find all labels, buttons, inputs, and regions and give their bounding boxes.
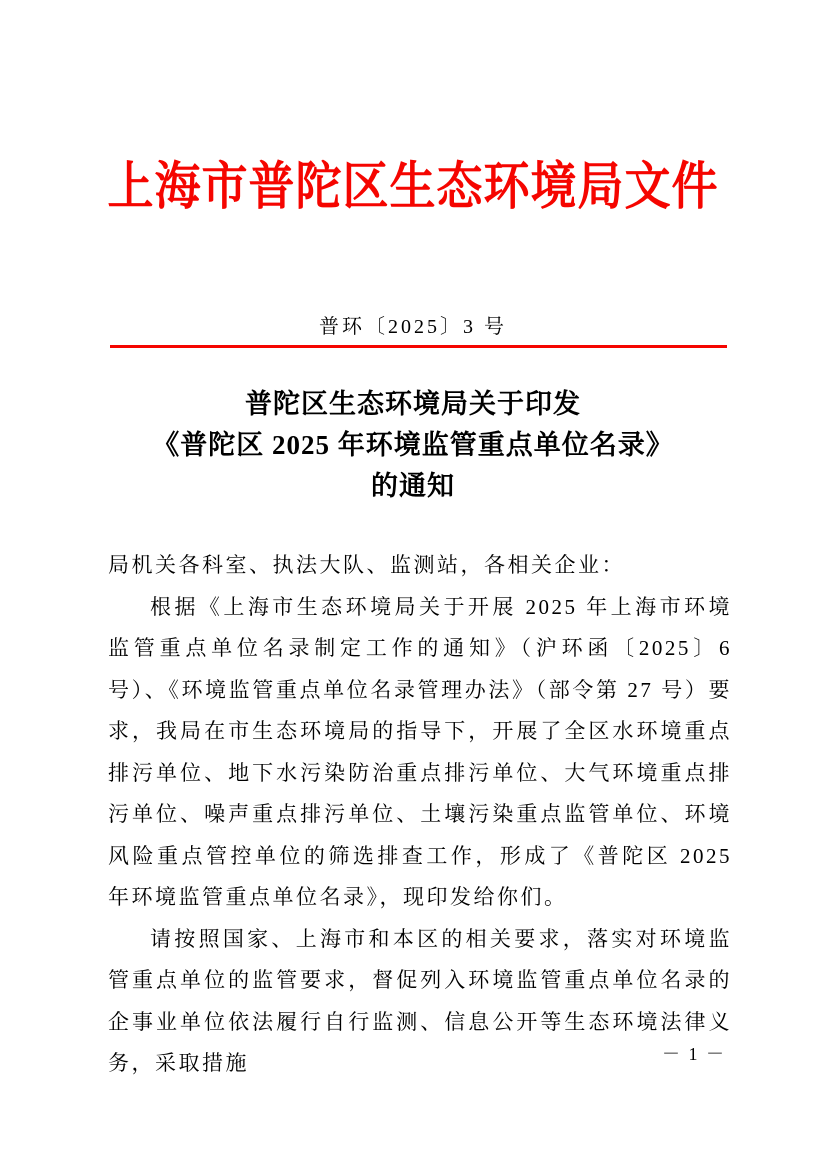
document-title-line-1: 普陀区生态环境局关于印发 <box>245 389 581 419</box>
document-body <box>108 545 732 1085</box>
body-paragraph-1: 根据《上海市生态环境局关于开展 2025 年上海市环境监管重点单位名录制定工作的通知》（沪环函〔2025〕6 号）、《环境监管重点单位名录管理办法》（部令第 27 号）要求，我局在市生态环境局的指导下，开展了全区水环境重点排污单位、地下水污染防治重点排污单位、大气环境重点排污单位、噪声重点排污单位、土壤污染重点监管单位、环境风险重点管控单位的筛选排查工作，形成了《普陀区 2025 年环境监管重点单位名录》，现印发给你们。 <box>108 594 732 909</box>
letterhead-title: 上海市普陀区生态环境局文件 <box>107 158 719 216</box>
salutation: 局机关各科室、执法大队、监测站，各相关企业： <box>108 553 625 577</box>
page-number: － 1 － <box>662 1044 726 1064</box>
document-title-line-3: 的通知 <box>371 471 455 501</box>
document-number: 普环〔2025〕3 号 <box>319 316 507 338</box>
document-title-line-2: 《普陀区 2025 年环境监管重点单位名录》 <box>152 430 674 460</box>
body-paragraph-2: 请按照国家、上海市和本区的相关要求，落实对环境监管重点单位的监管要求，督促列入环境监管重点单位名录的企事业单位依法履行自行监测、信息公开等生态环境法律义务，采取措施 <box>108 926 732 1075</box>
document-title <box>0 384 826 507</box>
red-separator-line <box>110 345 727 348</box>
